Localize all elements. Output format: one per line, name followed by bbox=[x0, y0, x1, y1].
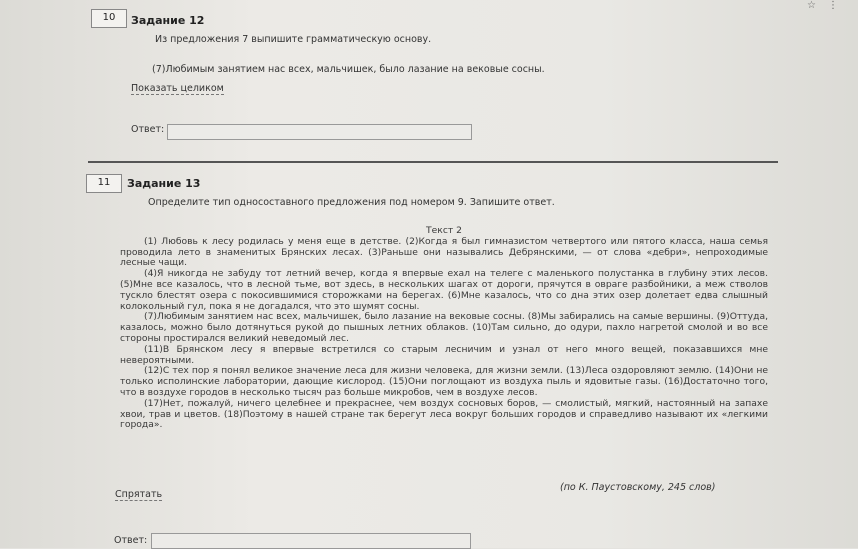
text-paragraph-5: (12)С тех пор я понял великое значение леса для жизни человека, для жизни земли. (13)Леса оздоровляют землю. (14)Они не только исполинские лаборатории, дающие кислород. (15)Они поглощают из воздуха пыль и ядовитые газы. (16)Достаточно того, что в воздухе городов в несколько тысяч раз больше микробов, чем в воздухе лесов. bbox=[120, 365, 768, 398]
task13-answer-input[interactable] bbox=[151, 533, 471, 549]
task13-number-box bbox=[86, 174, 122, 193]
task13-hide-link[interactable]: Спрятать bbox=[115, 489, 163, 500]
task-divider bbox=[88, 161, 778, 163]
text-paragraph-1: (1) Любовь к лесу родилась у меня еще в детстве. (2)Когда я был гимназистом четвертого или пятого класса, наша семья проводила лето в знаменитых Брянских лесах. (3)Раньше они назывались Дебрянскими, — от слова «дебри», непроходимые лесные чащи. bbox=[120, 235, 768, 269]
task12-show-full-link[interactable]: Показать целиком bbox=[131, 83, 224, 94]
task12-number: 10 bbox=[102, 12, 116, 23]
text-paragraph-6: (17)Нет, пожалуй, ничего целебнее и прекраснее, чем воздух сосновых боров, — смолистый, мягкий, настоянный на запахе хвои, трав и цветов. (18)Поэтому в нашей стране так берегут леса вокруг больших городов и справедливо называют их «легкими города». bbox=[120, 397, 768, 431]
text-source: (по К. Паустовскому, 245 слов) bbox=[560, 482, 716, 493]
task13-number: 11 bbox=[97, 177, 111, 188]
menu-dots-icon[interactable]: ⋮ bbox=[828, 0, 850, 11]
text-heading: Текст 2 bbox=[426, 225, 462, 236]
reading-text bbox=[120, 226, 768, 431]
task13-instruction: Определите тип односоставного предложения под номером 9. Запишите ответ. bbox=[148, 197, 555, 208]
text-paragraph-3: (7)Любимым занятием нас всех, мальчишек, было лазание на вековые сосны. (8)Мы забирались на самые вершины. (9)Оттуда, казалось, можно было дотянуться рукой до пышных летних облаков. (10)Там сильно, до одури, пахло нагретой смолой и во все стороны простирался великий неведомый лес. bbox=[120, 311, 768, 344]
star-icon[interactable]: ☆ bbox=[807, 0, 828, 11]
task13-title: Задание 13 bbox=[127, 177, 201, 190]
text-paragraph-4: (11)В Брянском лесу я впервые встретился со старым лесничим и узнал от него много вещей, показавшихся мне невероятными. bbox=[120, 343, 768, 366]
task12-sentence: (7)Любимым занятием нас всех, мальчишек, было лазание на вековые сосны. bbox=[152, 64, 545, 75]
task12-title: Задание 12 bbox=[131, 14, 205, 27]
text-paragraph-2: (4)Я никогда не забуду тот летний вечер, когда я впервые ехал на телеге с маленького полустанка в глубину этих лесов. (5)Мне все казалось, что в лесной тьме, вот здесь, в нескольких шагах от дороги, прячутся в овраге разбойники, а меж стволов тускло блестят озера с покосившимися сторожками на берегах. (6)Мне казалось, что со дна этих озер долетает едва слышный колокольный гул, пока я не догадался, что это шумят сосны. bbox=[120, 268, 768, 312]
browser-toolbar-icons bbox=[807, 0, 850, 11]
task12-instruction: Из предложения 7 выпишите грамматическую основу. bbox=[155, 34, 432, 45]
task12-answer-input[interactable] bbox=[167, 124, 472, 140]
task12-answer-label: Ответ: bbox=[131, 124, 165, 135]
task13-answer-label: Ответ: bbox=[114, 535, 148, 546]
task12-number-box bbox=[91, 9, 127, 28]
